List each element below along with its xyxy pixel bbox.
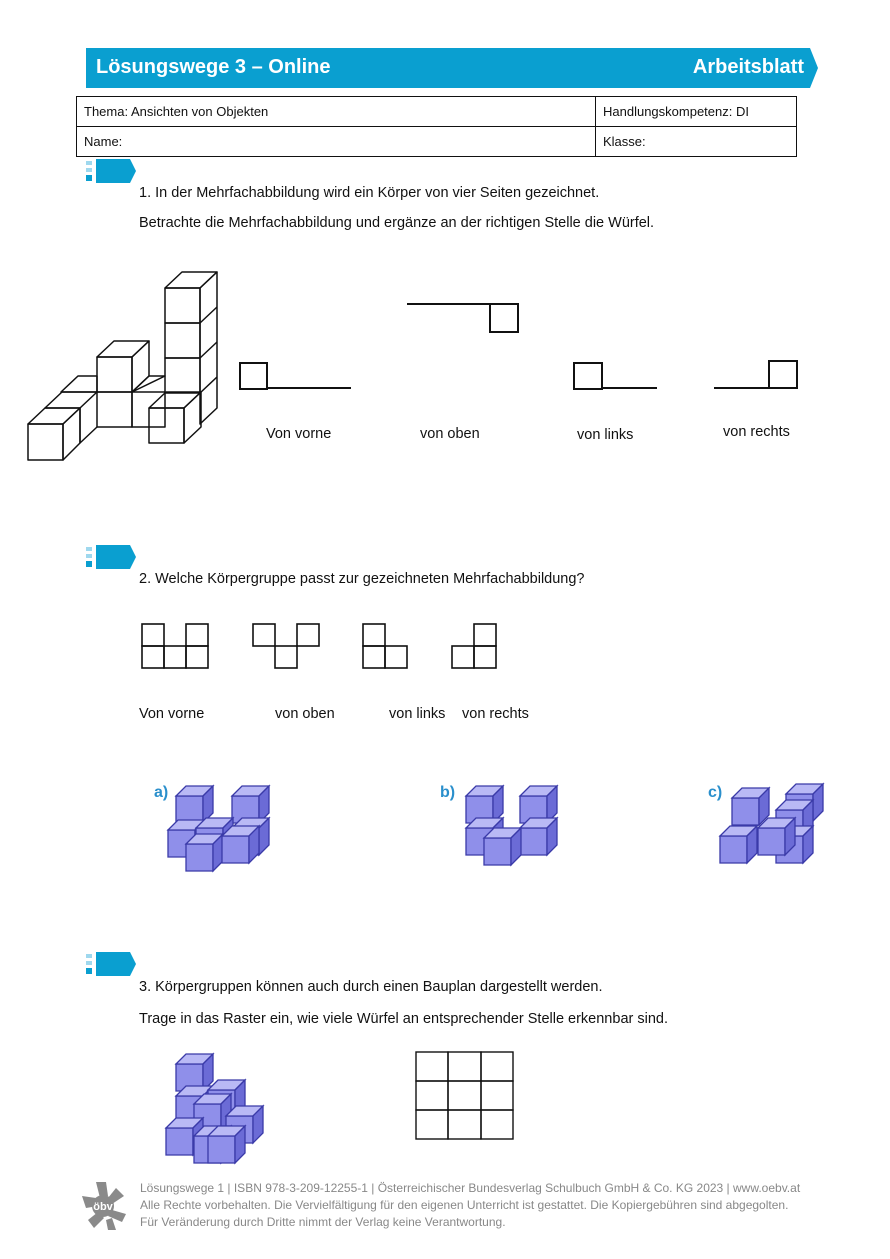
footer-text [140, 1180, 800, 1231]
option-c-label: c) [708, 784, 723, 801]
option-b-label: b) [440, 784, 456, 801]
task1-instruction: 1. In der Mehrfachabbildung wird ein Körper von vier Seiten gezeichnet. [139, 185, 600, 201]
view-label-top: von oben [275, 706, 335, 722]
name-field[interactable]: Name: [77, 127, 596, 157]
task3-cube-figure [166, 1054, 263, 1163]
worksheet-title: Lösungswege 3 – Online [96, 56, 331, 78]
task2-question: 2. Welche Körpergruppe passt zur gezeichneten Mehrfachabbildung? [139, 571, 585, 587]
footer-line-2: Alle Rechte vorbehalten. Die Vervielfältigung für den eigenen Unterricht ist gestattet. Die Kopiergebühren sind abgegolten. [140, 1198, 789, 1212]
oebv-logo [78, 1180, 130, 1232]
view-label-front: Von vorne [139, 706, 205, 722]
view-label-right: von rechts [723, 424, 790, 440]
option-c-cubes[interactable] [720, 784, 823, 863]
footer-line-3: Für Veränderung durch Dritte nimmt der Verlag keine Verantwortung. [140, 1215, 506, 1229]
logo-text: öbv [93, 1201, 113, 1213]
building-plan-grid[interactable] [414, 1050, 516, 1142]
option-a-cubes[interactable] [168, 786, 269, 871]
view-label-left: von links [577, 427, 634, 443]
view-label-front: Von vorne [266, 426, 332, 442]
view-label-right: von rechts [462, 706, 529, 722]
task1-instruction-2: Betrachte die Mehrfachabbildung und ergänze an der richtigen Stelle die Würfel. [139, 215, 655, 231]
task3-instruction-2: Trage in das Raster ein, wie viele Würfel an entsprechender Stelle erkennbar sind. [139, 1011, 668, 1027]
view-label-left: von links [389, 706, 446, 722]
view-label-top: von oben [420, 426, 480, 442]
option-a-label: a) [154, 784, 169, 801]
task3-instruction: 3. Körpergruppen können auch durch einen Bauplan dargestellt werden. [139, 979, 603, 995]
class-field[interactable]: Klasse: [596, 127, 797, 157]
topic-cell: Thema: Ansichten von Objekten [77, 97, 596, 127]
competence-cell: Handlungskompetenz: DI [596, 97, 797, 127]
worksheet-badge: Arbeitsblatt [692, 56, 804, 78]
footer-line-1: Lösungswege 1 | ISBN 978-3-209-12255-1 | Österreichischer Bundesverlag Schulbuch GmbH & Co. KG 2023 | www.oebv.at [140, 1181, 801, 1195]
option-b-cubes[interactable] [466, 786, 557, 865]
